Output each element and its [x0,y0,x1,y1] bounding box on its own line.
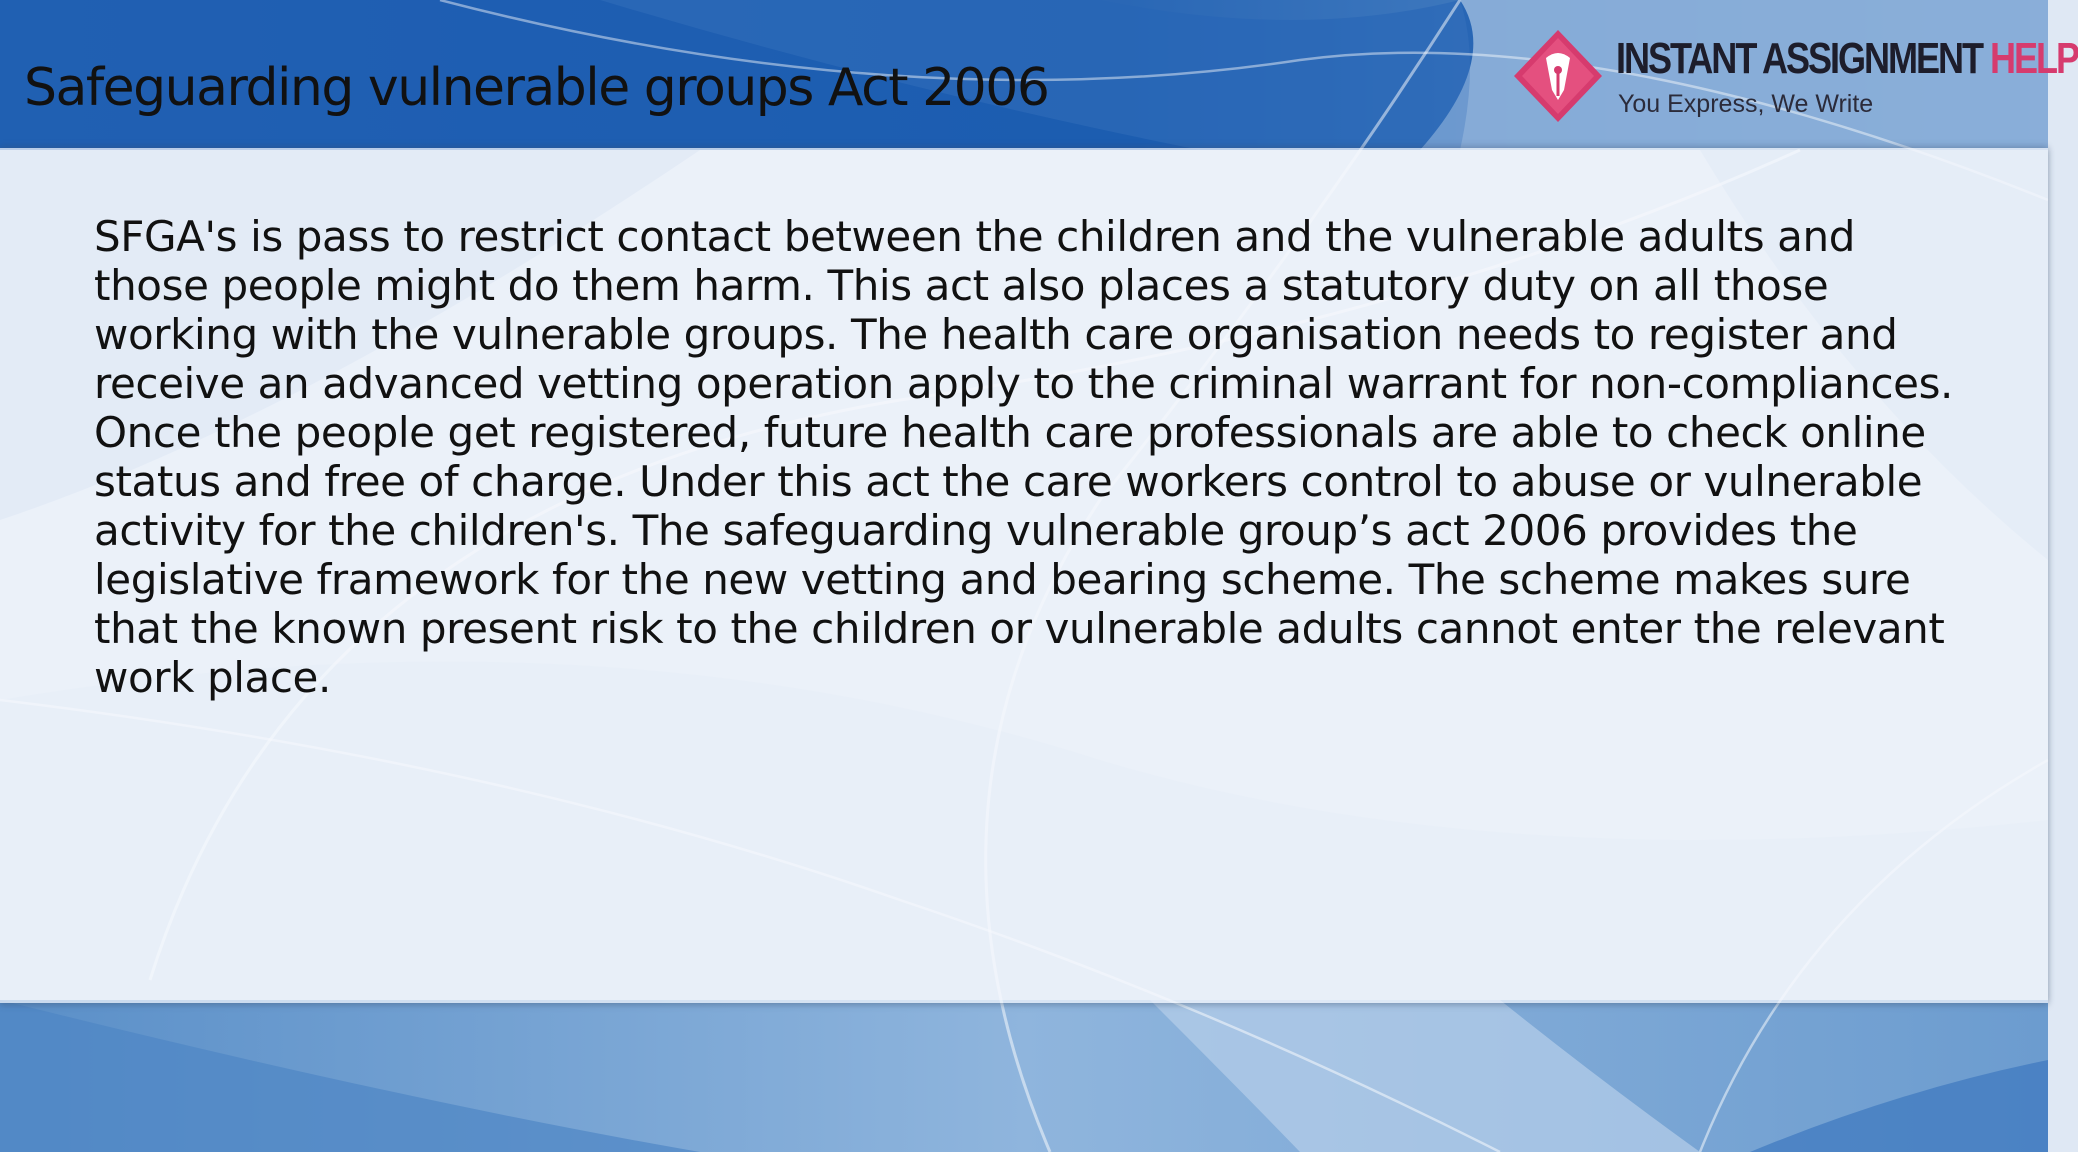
brand-logo [1512,28,2078,128]
brand-tagline: You Express, We Write [1618,90,1874,118]
slide-title: Safeguarding vulnerable groups Act 2006 [24,58,1049,118]
brand-name [1616,34,2078,84]
slide-body-text: SFGA's is pass to restrict contact between the children and the vulnerable adults and those people might do them harm. This act also places a statutory duty on all those working with the vulnerable groups. The health care organisation needs to register and receive an advanced vetting operation apply to the criminal warrant for non-compliances. Once the people get registered, future health care professionals are able to check online status and free of charge. Under this act the care workers control to abuse or vulnerable activity for the children's. The safeguarding vulnerable group’s act 2006 provides the legislative framework for the new vetting and bearing scheme. The scheme makes sure that the known present risk to the children or vulnerable adults cannot enter the relevant work place. [94,212,1954,702]
brand-name-accent: HELP [1989,34,2078,83]
brand-name-main: INSTANT ASSIGNMENT [1616,34,1990,83]
pen-nib-icon [1512,28,1604,124]
